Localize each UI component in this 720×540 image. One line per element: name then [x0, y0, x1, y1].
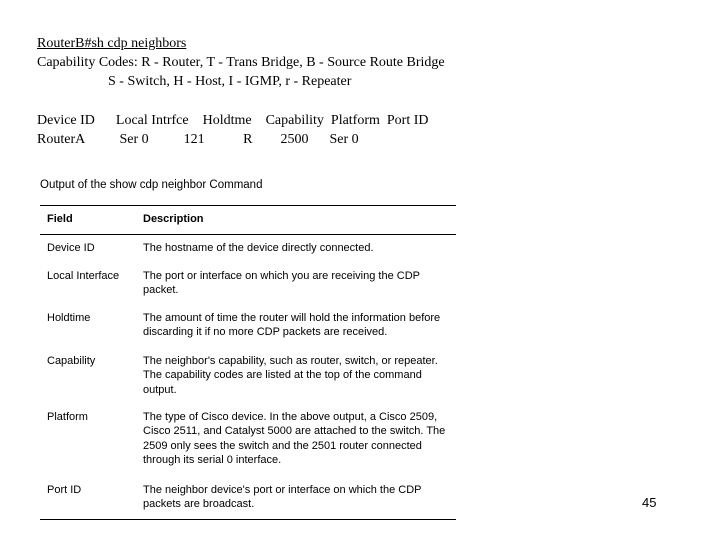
table-top-rule	[40, 205, 456, 206]
field-port-id: Port ID	[47, 484, 82, 496]
capability-codes-line-2: S - Switch, H - Host, I - IGMP, r - Repeater	[108, 74, 352, 89]
description-device-id: The hostname of the device directly connected.	[143, 242, 374, 254]
field-capability: Capability	[47, 355, 96, 367]
cli-command: RouterB#sh cdp neighbors	[37, 36, 187, 51]
description-capability: The neighbor's capability, such as router, switch, or repeater. The capability codes are listed at the top of the command output.	[143, 355, 438, 396]
description-port-id: The neighbor device's port or interface on which the CDP packets are broadcast.	[143, 484, 422, 511]
table-bottom-rule	[40, 519, 456, 520]
field-platform: Platform	[47, 411, 88, 423]
output-row: RouterA Ser 0 121 R 2500 Ser 0	[37, 132, 359, 147]
column-header-description: Description	[143, 213, 204, 225]
column-header-field: Field	[47, 213, 73, 225]
table-caption: Output of the show cdp neighbor Command	[40, 179, 263, 191]
table-header-rule	[40, 234, 456, 235]
field-holdtime: Holdtime	[47, 312, 91, 324]
page-number: 45	[642, 495, 657, 510]
field-local-interface: Local Interface	[47, 270, 120, 282]
field-device-id: Device ID	[47, 242, 95, 254]
description-holdtime: The amount of time the router will hold the information before discarding it if no more CDP packets are received.	[143, 312, 441, 339]
description-local-interface: The port or interface on which you are receiving the CDP packet.	[143, 270, 420, 297]
capability-codes-line-1: Capability Codes: R - Router, T - Trans Bridge, B - Source Route Bridge	[37, 55, 445, 70]
description-platform: The type of Cisco device. In the above output, a Cisco 2509, Cisco 2511, and Catalyst 5000 are attached to the switch. The 2509 only sees the switch and the 2501 router connected through its serial 0 interface.	[143, 411, 446, 466]
output-header: Device ID Local Intrfce Holdtme Capability Platform Port ID	[37, 113, 429, 128]
